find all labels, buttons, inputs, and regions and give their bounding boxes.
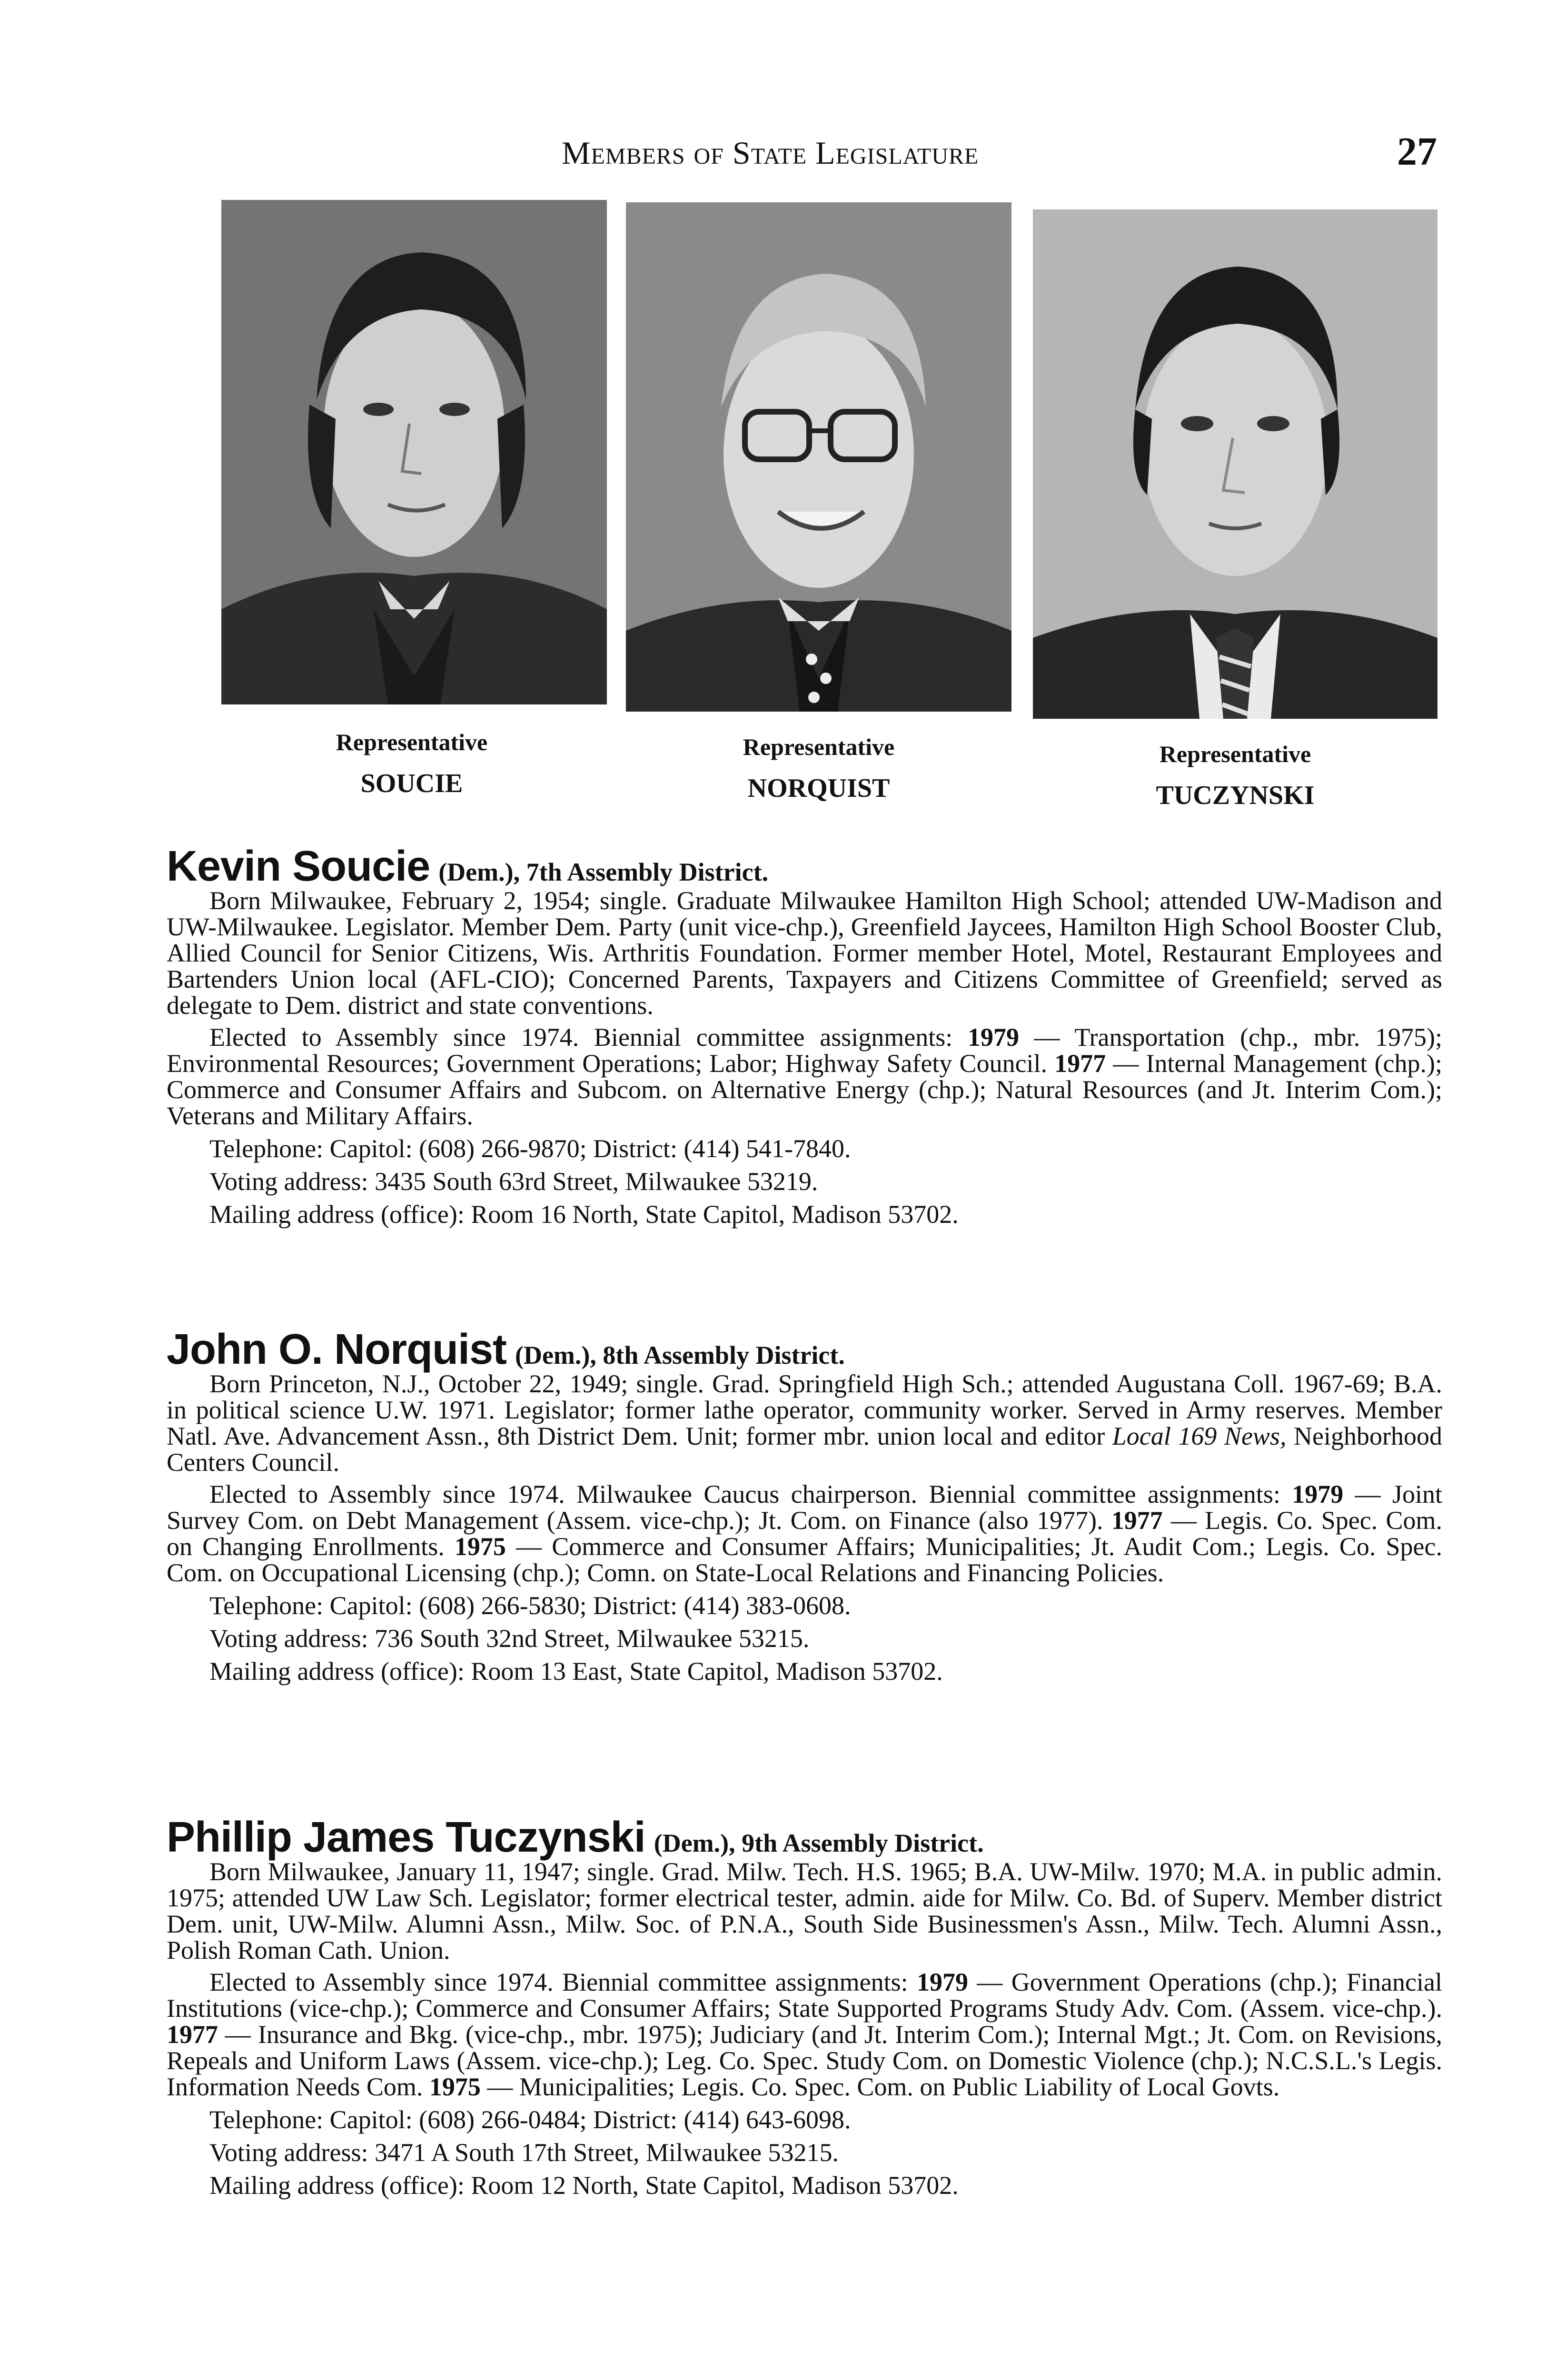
caption-norquist [676,733,961,803]
service-paragraph: Elected to Assembly since 1974. Milwaukee Caucus chairperson. Biennial committee assignments: 1979 — Joint Survey Com. on Debt Management (Assem. vice-chp.); Jt. Com. on Finance (also 1977). 1977 — Legis. Co. Spec. Com. on Changing Enrollments. 1975 — Commerce and Consumer Affairs; Municipalities; Jt. Audit Com.; Legis. Co. Spec. Com. on Occupational Licensing (chp.); Comn. on State-Local Relations and Financing Policies. [167,1480,1442,1587]
biography-paragraph: Born Milwaukee, January 11, 1947; single. Grad. Milw. Tech. H.S. 1965; B.A. UW-Milw. 1970; M.A. in public admin. 1975; attended UW Law Sch. Legislator; former electrical tester, admin. aide for Milw. Co. Bd. of Superv. Member district Dem. unit, UW-Milw. Alumni Assn., Milw. Soc. of P.N.A., South Side Businessmen's Assn., Milw. Tech. Alumni Assn., Polish Roman Cath. Union. [167,1857,1442,1964]
telephone-line: Telephone: Capitol: (608) 266-9870; District: (414) 541-7840. [209,1134,851,1163]
service-paragraph: Elected to Assembly since 1974. Biennial committee assignments: 1979 — Transportation (chp., mbr. 1975); Environmental Resources; Government Operations; Labor; Highway Safety Council. 1977 — Internal Management (chp.); Commerce and Consumer Affairs and Subcom. on Alternative Energy (chp.); Natural Resources (and Jt. Interim Com.); Veterans and Military Affairs. [167,1023,1443,1130]
member-party: (Dem.) [438,858,514,886]
biography-paragraph: Born Princeton, N.J., October 22, 1949; single. Grad. Springfield High Sch.; attended Augustana Coll. 1967-69; B.A. in political science U.W. 1971. Legislator; former lathe operator, community worker. Served in Army reserves. Member Natl. Ave. Advancement Assn., 8th District Dem. Unit; former mbr. union local and editor Local 169 News, Neighborhood Centers Council. [167,1369,1442,1477]
caption-tuczynski [1092,740,1378,811]
caption-soucie [269,728,555,799]
member-district: , 8th Assembly District. [590,1341,845,1369]
caption-surname: SOUCIE [360,769,463,798]
portrait-photo-tuczynski [1033,209,1437,719]
voting-address-line: Voting address: 3471 A South 17th Street, Milwaukee 53215. [209,2138,839,2167]
page-number: 27 [1397,129,1437,174]
member-name: John O. Norquist [167,1326,506,1373]
member-name: Phillip James Tuczynski [167,1814,645,1861]
portrait-photo-norquist [626,202,1011,712]
biography-entry-tuczynski [167,1816,1442,2199]
member-district: , 9th Assembly District. [729,1829,984,1857]
service-paragraph: Elected to Assembly since 1974. Biennial committee assignments: 1979 — Government Operations (chp.); Financial Institutions (vice-chp.); Commerce and Consumer Affairs; State Supported Programs Study Adv. Com. (Assem. vice-chp.). 1977 — Insurance and Bkg. (vice-chp., mbr. 1975); Judiciary (and Jt. Interim Com.); Internal Mgt.; Jt. Com. on Revisions, Repeals and Uniform Laws (Assem. vice-chp.); Leg. Co. Spec. Study Com. on Domestic Violence (chp.); N.C.S.L.'s Legis. Information Needs Com. 1975 — Municipalities; Legis. Co. Spec. Com. on Public Liability of Local Govts. [167,1968,1442,2101]
mailing-address-line: Mailing address (office): Room 13 East, State Capitol, Madison 53702. [209,1657,943,1686]
member-party: (Dem.) [515,1341,590,1369]
member-district: , 7th Assembly District. [513,858,769,886]
telephone-line: Telephone: Capitol: (608) 266-5830; District: (414) 383-0608. [209,1591,851,1620]
member-name: Kevin Soucie [167,843,430,890]
caption-surname: TUCZYNSKI [1156,781,1315,810]
mailing-address-line: Mailing address (office): Room 12 North, State Capitol, Madison 53702. [209,2171,959,2200]
mailing-address-line: Mailing address (office): Room 16 North, State Capitol, Madison 53702. [209,1200,959,1229]
telephone-line: Telephone: Capitol: (608) 266-0484; District: (414) 643-6098. [209,2105,851,2134]
caption-surname: NORQUIST [747,774,890,803]
entry-heading [167,1328,1442,1371]
caption-role: Representative [336,729,488,755]
caption-role: Representative [1159,741,1311,767]
member-party: (Dem.) [654,1829,729,1857]
entry-heading [167,1816,1442,1859]
voting-address-line: Voting address: 3435 South 63rd Street, Milwaukee 53219. [209,1167,818,1196]
biography-entry-soucie [167,845,1442,1228]
biography-paragraph: Born Milwaukee, February 2, 1954; single. Graduate Milwaukee Hamilton High School; attended UW-Madison and UW-Milwaukee. Legislator. Member Dem. Party (unit vice-chp.), Greenfield Jaycees, Hamilton High School Booster Club, Allied Council for Senior Citizens, Wis. Arthritis Foundation. Former member Hotel, Motel, Restaurant Employees and Bartenders Union local (AFL-CIO); Concerned Parents, Taxpayers and Citizens Committee of Greenfield; served as delegate to Dem. district and state conventions. [167,886,1442,1020]
header-title: Members of State Legislature [562,135,979,171]
biography-entry-norquist [167,1328,1442,1685]
portrait-photo-soucie [221,200,607,704]
entry-heading [167,845,1442,888]
caption-role: Representative [743,734,895,760]
voting-address-line: Voting address: 736 South 32nd Street, Milwaukee 53215. [209,1624,810,1653]
